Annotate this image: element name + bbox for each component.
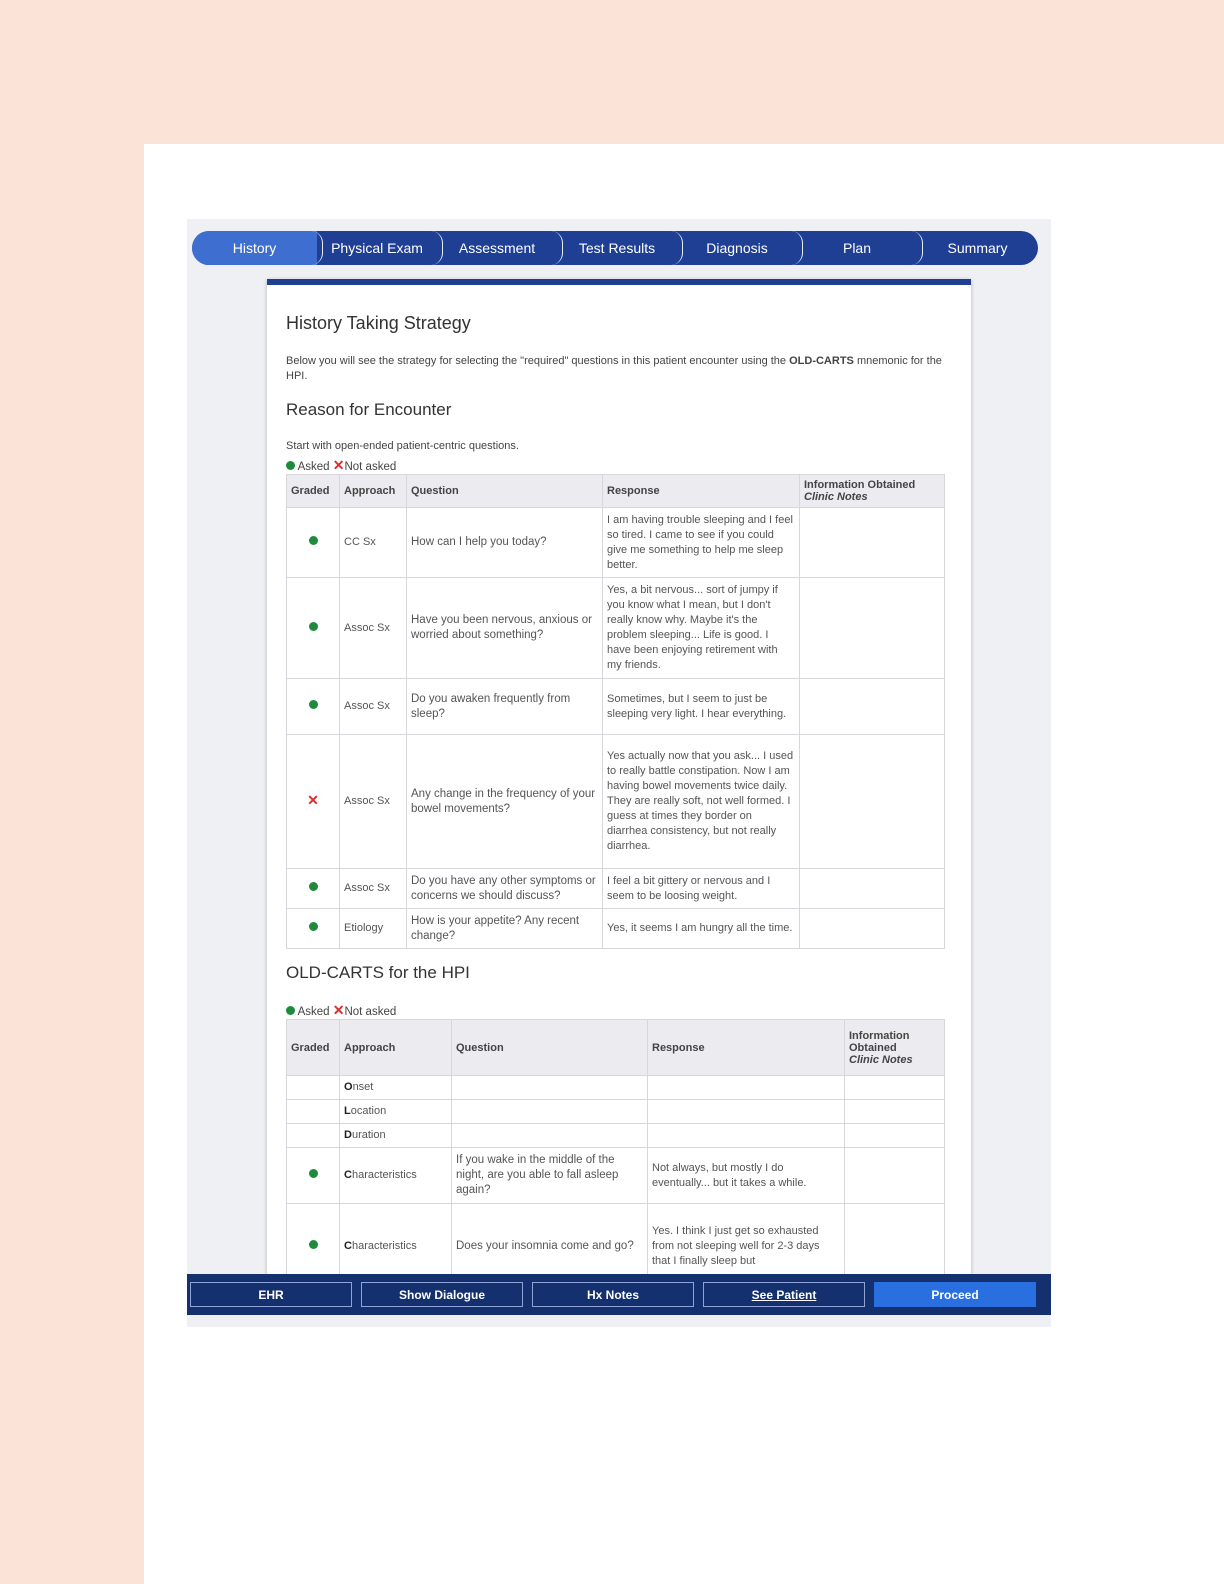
content-panel[interactable] [267, 279, 971, 1275]
graded-cell [287, 735, 340, 869]
question-cell: How is your appetite? Any recent change? [407, 909, 603, 949]
col-clinic-notes-label: Clinic Notes [804, 491, 868, 503]
tab-label: Diagnosis [706, 240, 768, 256]
not-asked-x-icon: ✕ [332, 457, 345, 473]
col-question: Question [407, 475, 603, 508]
col-info-label: Information Obtained [849, 1029, 910, 1054]
approach-cell [340, 1076, 452, 1100]
intro-mnemonic: OLD-CARTS [789, 355, 854, 367]
table-header-row [287, 1020, 945, 1076]
asked-dot-icon [309, 1240, 318, 1249]
response-cell: Yes, a bit nervous... sort of jumpy if you know what I mean, but I don't really know why. Maybe it's the problem sleeping... Life is good. I have been enjoying retirement with my friends. [603, 578, 800, 679]
content-body [286, 313, 944, 1275]
tab-label: Assessment [458, 240, 536, 256]
mnemonic-letter: O [344, 1081, 353, 1093]
section-title-oldcarts: OLD-CARTS for the HPI [286, 963, 470, 982]
info-cell [845, 1076, 945, 1100]
table-row [287, 679, 945, 735]
graded-cell [287, 1076, 340, 1100]
intro-tail: mnemonic for the HPI. [286, 355, 942, 382]
page-title: History Taking Strategy [286, 313, 471, 333]
response-cell [648, 1076, 845, 1100]
col-response: Response [603, 475, 800, 508]
graded-cell [287, 508, 340, 578]
asked-dot-icon [309, 1169, 318, 1178]
approach-cell: Assoc Sx [340, 869, 407, 909]
response-cell [648, 1124, 845, 1148]
mnemonic-letter: C [344, 1169, 352, 1181]
question-cell: Do you awaken frequently from sleep? [407, 679, 603, 735]
show-dialogue-button[interactable]: Show Dialogue [361, 1282, 523, 1307]
intro-text [286, 354, 944, 384]
question-cell: If you wake in the middle of the night, are you able to fall asleep again? [452, 1148, 648, 1204]
mnemonic-letter: L [344, 1105, 351, 1117]
info-cell [800, 735, 945, 869]
graded-cell [287, 1148, 340, 1204]
legend-asked-label: Asked [297, 1006, 330, 1018]
legend-not-asked-label: Not asked [344, 1006, 397, 1018]
info-cell [800, 909, 945, 949]
table-row [287, 1148, 945, 1204]
approach-rest: haracteristics [351, 1240, 417, 1252]
info-cell [845, 1148, 945, 1204]
info-cell [800, 578, 945, 679]
tab-label: Plan [842, 240, 872, 256]
approach-cell [340, 1124, 452, 1148]
graded-cell [287, 1100, 340, 1124]
table-row [287, 909, 945, 949]
tab-label: Summary [947, 240, 1008, 256]
legend-asked-label: Asked [297, 461, 330, 473]
approach-cell: Assoc Sx [340, 735, 407, 869]
response-cell: Not always, but mostly I do eventually... but it takes a while. [648, 1148, 845, 1204]
table-row [287, 578, 945, 679]
col-clinic-notes-label: Clinic Notes [849, 1053, 913, 1066]
hx-notes-button[interactable]: Hx Notes [532, 1282, 694, 1307]
graded-cell [287, 1124, 340, 1148]
approach-cell [340, 1100, 452, 1124]
legend [286, 458, 944, 472]
approach-rest: ocation [350, 1105, 387, 1117]
legend-not-asked-label: Not asked [344, 461, 397, 473]
question-cell: How can I help you today? [407, 508, 603, 578]
question-cell: Any change in the frequency of your bowel movements? [407, 735, 603, 869]
response-cell [648, 1100, 845, 1124]
question-cell [452, 1076, 648, 1100]
approach-cell: CC Sx [340, 508, 407, 578]
oldcarts-table [286, 1019, 945, 1275]
see-patient-button[interactable]: See Patient [703, 1282, 865, 1307]
table-row [287, 1124, 945, 1148]
graded-cell [287, 869, 340, 909]
section-subtitle: Start with open-ended patient-centric questions. [286, 440, 519, 452]
asked-dot-icon [309, 536, 318, 545]
info-cell [800, 869, 945, 909]
info-cell [845, 1124, 945, 1148]
approach-cell [340, 1148, 452, 1204]
not-asked-x-icon: ✕ [332, 1002, 345, 1018]
question-cell [452, 1100, 648, 1124]
tab-physical-exam[interactable] [317, 231, 437, 265]
step-nav [192, 231, 1038, 265]
approach-cell: Assoc Sx [340, 679, 407, 735]
footer-toolbar [187, 1274, 1051, 1315]
asked-dot-icon [309, 622, 318, 631]
reason-table [286, 474, 945, 949]
question-cell [452, 1124, 648, 1148]
tab-plan[interactable] [797, 231, 917, 265]
proceed-button[interactable]: Proceed [874, 1282, 1036, 1307]
graded-cell [287, 909, 340, 949]
tab-test-results[interactable] [557, 231, 677, 265]
info-cell [845, 1204, 945, 1276]
asked-dot-icon [309, 882, 318, 891]
legend [286, 1003, 944, 1017]
not-asked-x-icon: ✕ [307, 792, 319, 808]
table-row [287, 1076, 945, 1100]
approach-cell: Etiology [340, 909, 407, 949]
asked-dot-icon [309, 700, 318, 709]
col-graded: Graded [287, 475, 340, 508]
approach-cell [340, 1204, 452, 1276]
mnemonic-letter: C [344, 1240, 352, 1252]
approach-rest: nset [352, 1081, 374, 1093]
table-row [287, 1100, 945, 1124]
tab-label: Physical Exam [331, 240, 423, 256]
table-row [287, 869, 945, 909]
graded-cell [287, 1204, 340, 1276]
col-approach: Approach [340, 1020, 452, 1076]
table-header-row [287, 475, 945, 508]
tab-label: History [232, 240, 277, 256]
response-cell: Yes actually now that you ask... I used to really battle constipation. Now I am having bowel movements twice daily. They are really soft, not well formed. I guess at times they border on diarrhea consistency, but not really diarrhea. [603, 735, 800, 869]
intro-lead: Below you will see the strategy for selecting the "required" questions in this patient encounter using the [286, 355, 790, 367]
app-window [187, 219, 1051, 1327]
approach-rest: haracteristics [351, 1169, 417, 1181]
approach-cell: Assoc Sx [340, 578, 407, 679]
graded-cell [287, 679, 340, 735]
tab-summary[interactable] [917, 231, 1038, 265]
col-info [845, 1020, 945, 1076]
tab-history[interactable] [192, 231, 317, 265]
response-cell: Sometimes, but I seem to just be sleeping very light. I hear everything. [603, 679, 800, 735]
tab-label: Test Results [578, 240, 656, 256]
info-cell [845, 1100, 945, 1124]
info-cell [800, 679, 945, 735]
asked-dot-icon [286, 1006, 295, 1015]
ehr-button[interactable]: EHR [190, 1282, 352, 1307]
col-question: Question [452, 1020, 648, 1076]
col-graded: Graded [287, 1020, 340, 1076]
asked-dot-icon [286, 461, 295, 470]
response-cell: I am having trouble sleeping and I feel so tired. I came to see if you could give me something to help me sleep better. [603, 508, 800, 578]
asked-dot-icon [309, 922, 318, 931]
question-cell: Have you been nervous, anxious or worried about something? [407, 578, 603, 679]
response-cell: Yes, it seems I am hungry all the time. [603, 909, 800, 949]
col-info [800, 475, 945, 508]
col-approach: Approach [340, 475, 407, 508]
mnemonic-letter: D [344, 1129, 352, 1141]
table-row [287, 508, 945, 578]
table-row [287, 735, 945, 869]
tab-diagnosis[interactable] [677, 231, 797, 265]
table-row [287, 1204, 945, 1276]
section-title-reason: Reason for Encounter [286, 400, 452, 419]
response-cell: Yes. I think I just get so exhausted from not sleeping well for 2-3 days that I finally sleep but [648, 1204, 845, 1276]
question-cell: Does your insomnia come and go? [452, 1204, 648, 1276]
tab-assessment[interactable] [437, 231, 557, 265]
col-info-label: Information Obtained [804, 479, 916, 491]
approach-rest: uration [351, 1129, 386, 1141]
graded-cell [287, 578, 340, 679]
response-cell: I feel a bit gittery or nervous and I seem to be loosing weight. [603, 869, 800, 909]
question-cell: Do you have any other symptoms or concerns we should discuss? [407, 869, 603, 909]
col-response: Response [648, 1020, 845, 1076]
info-cell [800, 508, 945, 578]
